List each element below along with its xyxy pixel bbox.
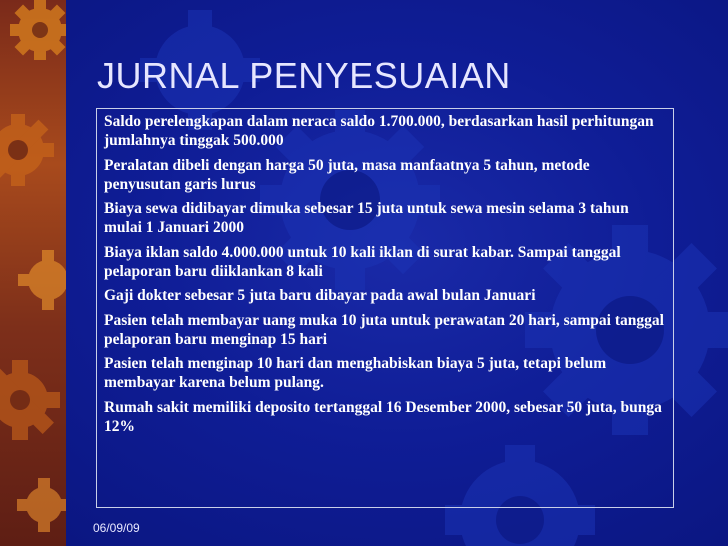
- list-item: Biaya sewa didibayar dimuka sebesar 15 juta untuk sewa mesin selama 3 tahun mulai 1 Januari 2000: [104, 200, 629, 236]
- list-item: Gaji dokter sebesar 5 juta baru dibayar pada awal bulan Januari: [104, 287, 536, 304]
- list-item: Pasien telah membayar uang muka 10 juta untuk perawatan 20 hari, sampai tanggal pelaporan baru menginap 15 hari: [104, 311, 664, 348]
- gear-pattern-icon: [0, 0, 66, 546]
- list-item: Biaya iklan saldo 4.000.000 untuk 10 kali iklan di surat kabar. Sampai tanggal pelaporan baru diiklankan 8 kali: [104, 243, 621, 280]
- slide-title: JURNAL PENYESUAIAN: [97, 55, 511, 96]
- decorative-left-strip: [0, 0, 66, 546]
- list-item: Pasien telah menginap 10 hari dan menghabiskan biaya 5 juta, tetapi belum membayar karena belum pulang.: [104, 355, 607, 391]
- list-item: Peralatan dibeli dengan harga 50 juta, masa manfaatnya 5 tahun, metode penyusutan garis lurus: [104, 156, 590, 193]
- slide-date: 06/09/09: [93, 521, 140, 535]
- item-list: [104, 112, 670, 441]
- list-item: Rumah sakit memiliki deposito tertanggal 16 Desember 2000, sebesar 50 juta, bunga 12%: [104, 398, 662, 435]
- list-item: Saldo perelengkapan dalam neraca saldo 1.700.000, berdasarkan hasil perhitungan jumlahnya tinggak 500.000: [104, 113, 654, 149]
